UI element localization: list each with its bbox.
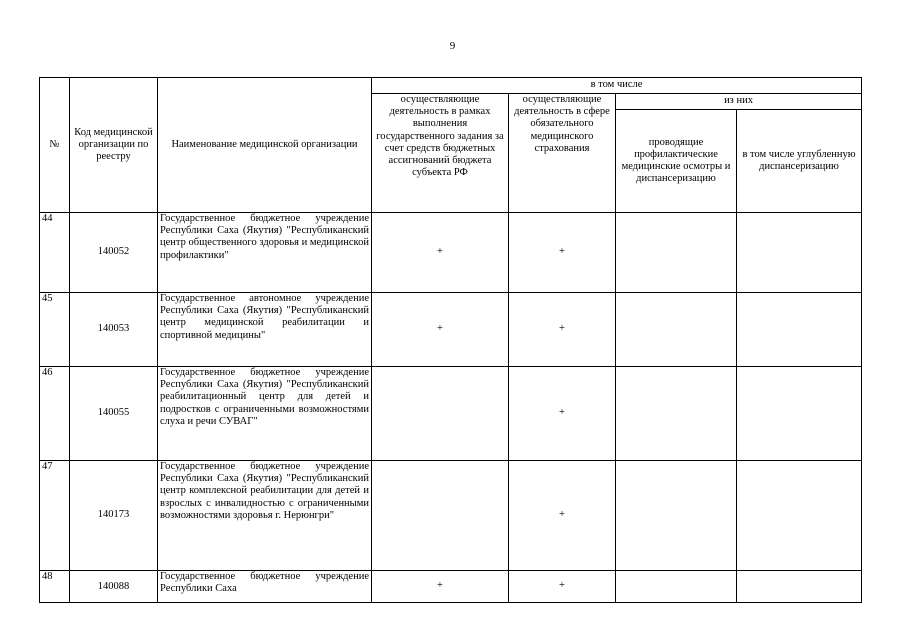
row-num: 47 [40,461,70,571]
row-oms-mark: + [509,461,616,571]
table-body [40,213,862,603]
header-name: Наименование медицинской организации [158,78,372,213]
table-row [40,293,862,367]
row-num: 45 [40,293,70,367]
row-name: Государственное бюджетное учреждение Республики Саха (Якутия) "Республиканский реабилитационный центр для детей и подростков с ограниченными возможностями слуха и речи СУВАГ" [158,367,372,461]
row-budget-mark: + [372,571,509,603]
page-number: 9 [449,40,456,52]
row-name: Государственное бюджетное учреждение Республики Саха [158,571,372,603]
table-header [40,78,862,213]
row-in-depth-mark [737,213,862,293]
row-code: 140173 [70,461,158,571]
row-preventive-mark [616,213,737,293]
row-preventive-mark [616,461,737,571]
registry-table [39,77,862,603]
header-of-them: из них [616,94,862,110]
header-code: Код медицинской организации по реестру [70,78,158,213]
row-in-depth-mark [737,293,862,367]
header-oms: осуществляющие деятельность в сфере обязательного медицинского страхования [509,94,616,213]
row-oms-mark: + [509,293,616,367]
row-budget-mark [372,461,509,571]
table-row [40,213,862,293]
row-code: 140055 [70,367,158,461]
header-budget: осуществляющие деятельность в рамках выполнения государственного задания за счет средств бюджетных ассигнований бюджета субъекта РФ [372,94,509,213]
row-code: 140052 [70,213,158,293]
header-num: № [40,78,70,213]
row-num: 46 [40,367,70,461]
row-name: Государственное бюджетное учреждение Республики Саха (Якутия) "Республиканский центр комплексной реабилитации для детей и взрослых с инвалидностью с ограниченными возможностями здоровья г. Нерюнгри" [158,461,372,571]
row-budget-mark: + [372,213,509,293]
table-row [40,571,862,603]
row-name: Государственное автономное учреждение Республики Саха (Якутия) "Республиканский центр медицинской реабилитации и спортивной медицины" [158,293,372,367]
row-num: 44 [40,213,70,293]
table-row [40,461,862,571]
row-oms-mark: + [509,571,616,603]
row-in-depth-mark [737,461,862,571]
row-num: 48 [40,571,70,603]
header-in-depth: в том числе углубленную диспансеризацию [737,110,862,213]
row-preventive-mark [616,571,737,603]
header-preventive: проводящие профилактические медицинские осмотры и диспансеризацию [616,110,737,213]
row-in-depth-mark [737,367,862,461]
row-preventive-mark [616,367,737,461]
row-name: Государственное бюджетное учреждение Республики Саха (Якутия) "Республиканский центр общественного здоровья и медицинской профилактики" [158,213,372,293]
row-in-depth-mark [737,571,862,603]
row-code: 140053 [70,293,158,367]
row-budget-mark [372,367,509,461]
row-oms-mark: + [509,367,616,461]
row-preventive-mark [616,293,737,367]
row-code: 140088 [70,571,158,603]
table-row [40,367,862,461]
row-budget-mark: + [372,293,509,367]
row-oms-mark: + [509,213,616,293]
header-including: в том числе [372,78,862,94]
